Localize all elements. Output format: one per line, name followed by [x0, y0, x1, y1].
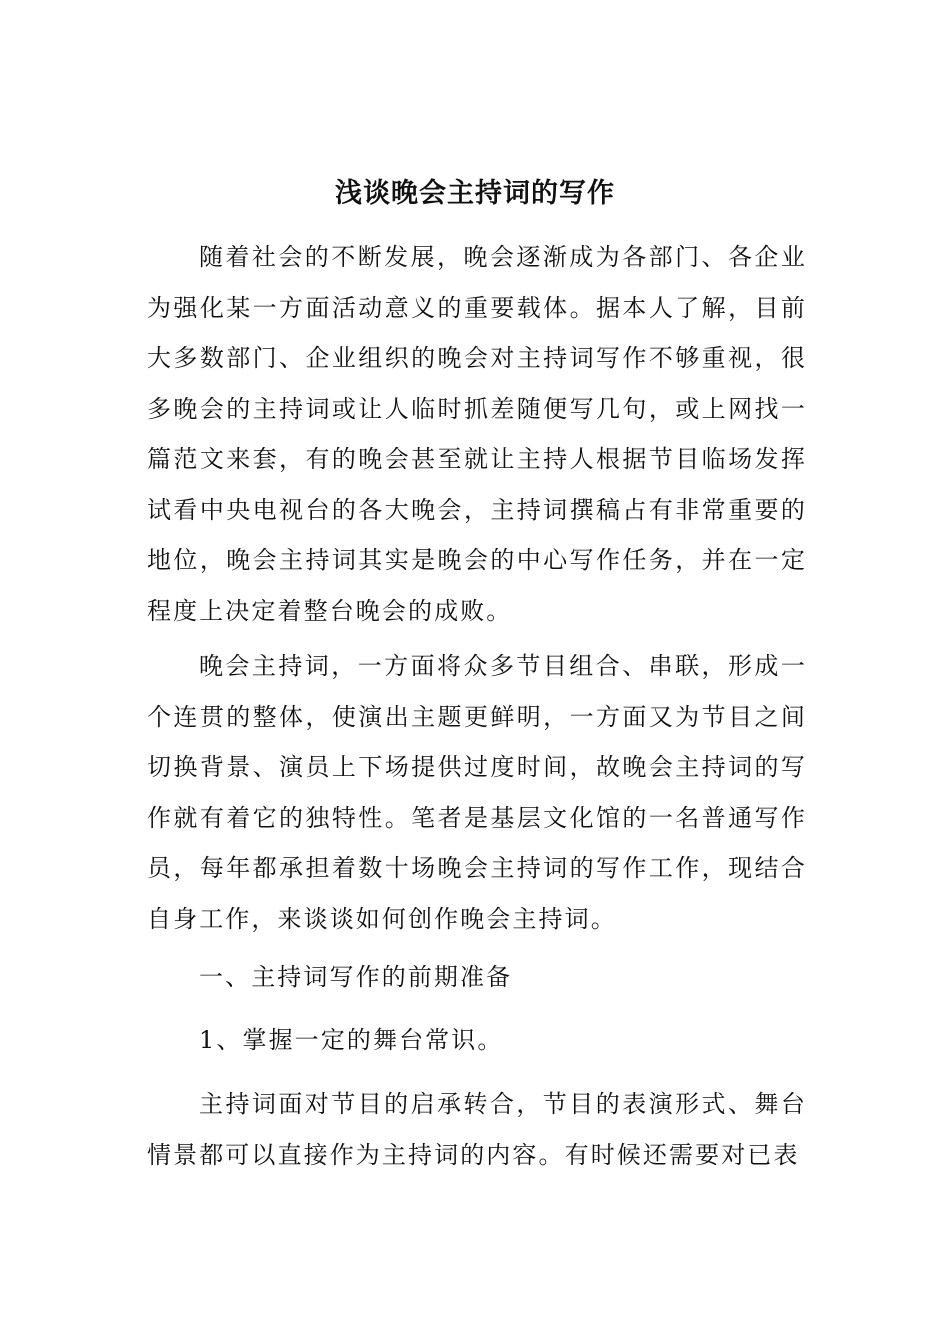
section-heading: 一、主持词写作的前期准备 — [199, 963, 513, 991]
paragraph-host-script-purpose: 晚会主持词，一方面将众多节目组合、串联，形成一个连贯的整体，使演出主题更鲜明，一方面又为节目之间切换背景、演员上下场提供过度时间，故晚会主持词的写作就有着它的独特性。笔者是基层文化馆的一名普通写作员，每年都承担着数十场晚会主持词的写作工作，现结合自身工作，来谈谈如何创作晚会主持词。 — [147, 652, 807, 933]
subsection-heading: 1、掌握一定的舞台常识。 — [199, 1026, 504, 1054]
paragraph-intro: 随着社会的不断发展，晚会逐渐成为各部门、各企业为强化某一方面活动意义的重要载体。据本人了解，目前大多数部门、企业组织的晚会对主持词写作不够重视，很多晚会的主持词或让人临时抓差随便写几句，或上网找一篇范文来套，有的晚会甚至就让主持人根据节目临场发挥试看中央电视台的各大晚会，主持词撰稿占有非常重要的地位，晚会主持词其实是晚会的中心写作任务，并在一定程度上决定着整台晚会的成败。 — [147, 243, 807, 625]
document-title: 浅谈晚会主持词的写作 — [335, 178, 615, 209]
paragraph-stage-knowledge: 主持词面对节目的启承转合，节目的表演形式、舞台情景都可以直接作为主持词的内容。有时候还需要对已表 — [147, 1090, 807, 1169]
